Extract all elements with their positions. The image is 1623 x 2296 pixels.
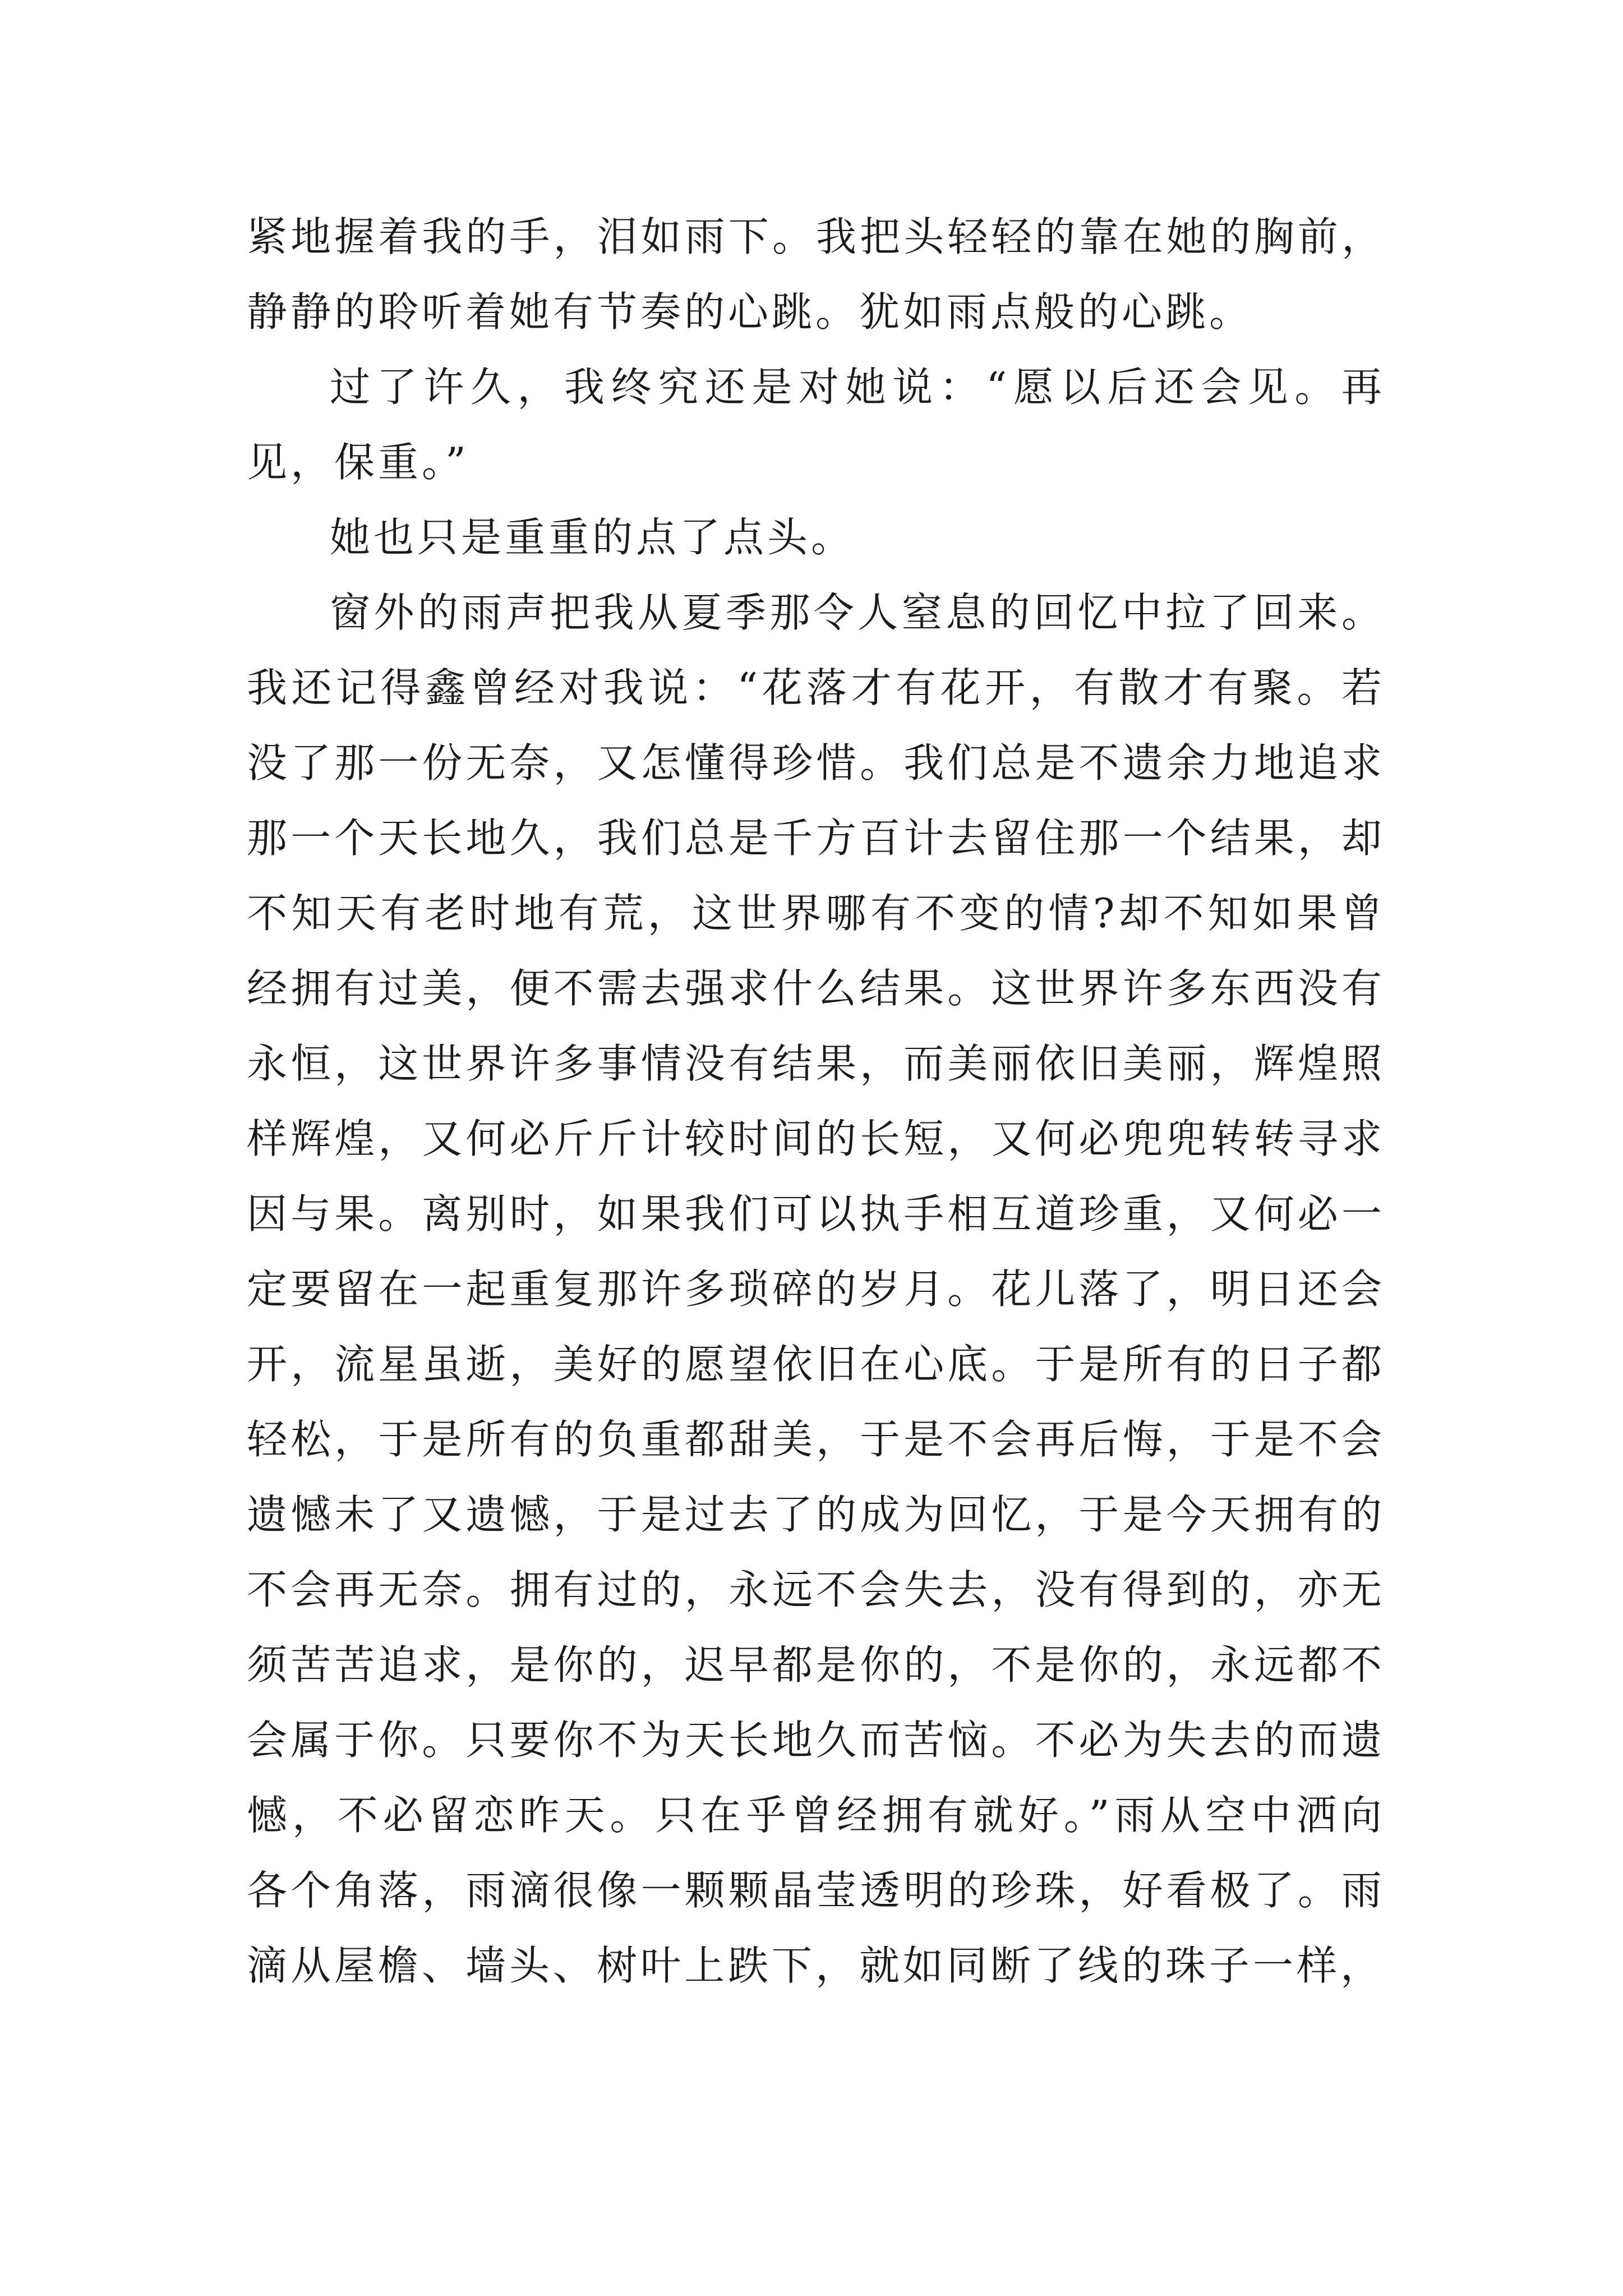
paragraph-2: 过了许久，我终究还是对她说：“愿以后还会见。再见，保重。” — [247, 364, 1385, 486]
paragraph-1: 紧地握着我的手，泪如雨下。我把头轻轻的靠在她的胸前，静静的聆听着她有节奏的心跳。犹如雨点般的心跳。 — [247, 213, 1385, 335]
paragraph-4: 窗外的雨声把我从夏季那令人窒息的回忆中拉了回来。我还记得鑫曾经对我说：“花落才有花开，有散才有聚。若没了那一份无奈，又怎懂得珍惜。我们总是不遗余力地追求那一个天长地久，我们总是千方百计去留住那一个结果，却不知天有老时地有荒，这世界哪有不变的情?却不知如果曾经拥有过美，便不需去强求什么结果。这世界许多东西没有永恒，这世界许多事情没有结果，而美丽依旧美丽，辉煌照样辉煌，又何必斤斤计较时间的长短，又何必兜兜转转寻求因与果。离别时，如果我们可以执手相互道珍重，又何必一定要留在一起重复那许多琐碎的岁月。花儿落了，明日还会开，流星虽逝，美好的愿望依旧在心底。于是所有的日子都轻松，于是所有的负重都甜美，于是不会再后悔，于是不会遗憾未了又遗憾，于是过去了的成为回忆，于是今天拥有的不会再无奈。拥有过的，永远不会失去，没有得到的，亦无须苦苦追求，是你的，迟早都是你的，不是你的，永远都不会属于你。只要你不为天长地久而苦恼。不必为失去的而遗憾，不必留恋昨天。只在乎曾经拥有就好。”雨从空中洒向各个角落，雨滴很像一颗颗晶莹透明的珍珠，好看极了。雨滴从屋檐、墙头、树叶上跌下，就如同断了线的珠子一样， — [247, 589, 1385, 1989]
body-text — [247, 199, 1385, 2003]
paragraph-3: 她也只是重重的点了点头。 — [330, 514, 855, 561]
